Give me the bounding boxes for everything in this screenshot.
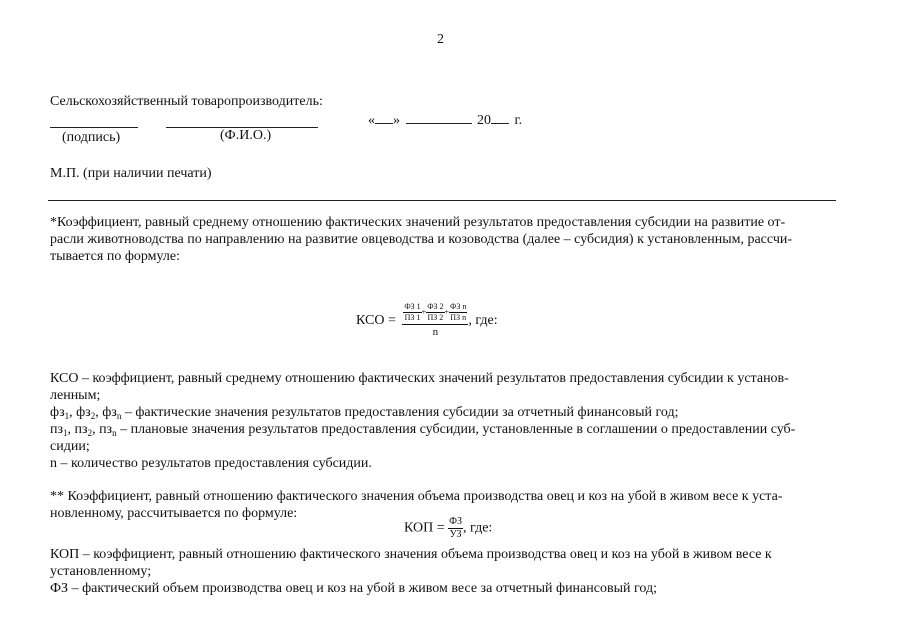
def-kso-line2: ленным;	[50, 388, 101, 403]
def-fz-total: ФЗ – фактический объем производства овец и коз на убой в живом весе за отчетный финансовый год;	[50, 581, 657, 596]
def-pz-line1: $пз_1$, $пз_2$, $пз_n$ – плановые значения результатов предоставления субсидии, установленные в соглашении о предоставлении суб-	[50, 422, 796, 438]
date-close-quote: »	[393, 113, 400, 128]
note1-line1: *Коэффициент, равный среднему отношению фактических значений результатов предоставления субсидии на развитие от-	[50, 215, 786, 230]
signature-label: (подпись)	[62, 130, 121, 145]
note2-line2: новленному, рассчитывается по формуле:	[50, 506, 298, 521]
formula-kso-fraction: $\frac{ФЗ 1}{ПЗ 1}$ + $\frac{ФЗ 2}{ПЗ 2}$ + $\frac{\text{ФЗ n}}{\text{ПЗ n}}$ n	[404, 302, 467, 338]
producer-label: Сельскохозяйственный товаропроизводитель:	[50, 94, 323, 109]
formula-kop-lhs: КОП =	[404, 520, 445, 536]
formula-kop-suffix: , где:	[463, 520, 493, 536]
separator-line	[48, 200, 836, 201]
def-pz-line2: сидии;	[50, 439, 90, 454]
page-number: 2	[437, 32, 444, 47]
formula-kop	[404, 516, 492, 541]
note1-line2: расли животноводства по направлению на развитие овцеводства и козоводства (далее – субсидия) к установленным, рассчи-	[50, 232, 793, 247]
stamp-label: М.П. (при наличии печати)	[50, 166, 212, 181]
def-kop-line1: КОП – коэффициент, равный отношению фактического значения объема производства овец и коз на убой в живом весе к	[50, 547, 772, 562]
definitions2	[50, 546, 840, 597]
note1-paragraph	[50, 214, 840, 265]
formula-kso-lhs: КСО =	[356, 313, 396, 328]
date-year-prefix: 20	[477, 113, 491, 128]
date-open-quote: «	[368, 113, 375, 128]
definitions1	[50, 370, 840, 472]
date-block	[368, 113, 522, 129]
formula-kso-suffix: , где:	[468, 313, 498, 328]
formula-kso-denominator: n	[432, 326, 439, 338]
def-kso-line1: КСО – коэффициент, равный среднему отношению фактических значений результатов предоставления субсидии к установ-	[50, 371, 789, 386]
fio-label: (Ф.И.О.)	[220, 128, 272, 143]
def-kop-line2: установленному;	[50, 564, 152, 579]
note1-line3: тывается по формуле:	[50, 249, 181, 264]
note2-line1: ** Коэффициент, равный отношению фактического значения объема производства овец и коз на убой в живом весе к уста-	[50, 489, 783, 504]
signature-line	[50, 127, 138, 128]
formula-kop-fraction: $\frac{ФЗ}{УЗ}$	[449, 516, 463, 540]
formula-kso	[356, 302, 498, 340]
def-fz: $фз_1$, $фз_2$, $фз_n$ – фактические значения результатов предоставления субсидии за отчетный финансовый год;	[50, 405, 679, 421]
date-year-suffix: г.	[514, 113, 523, 128]
def-n: n – количество результатов предоставления субсидии.	[50, 456, 372, 471]
